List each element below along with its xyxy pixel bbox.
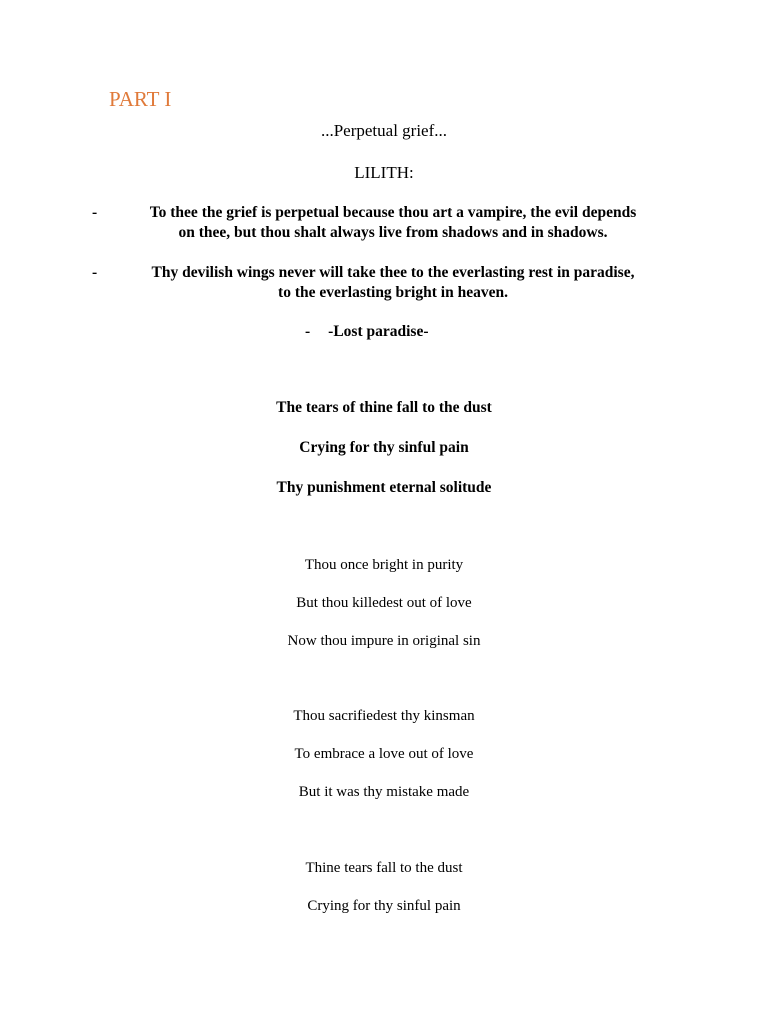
bullet-line: on thee, but thou shalt always live from shadows and in shadows. xyxy=(178,224,608,241)
verse-line: Now thou impure in original sin xyxy=(287,633,481,649)
lost-paradise-text: -Lost paradise- xyxy=(328,323,429,340)
lost-paradise-heading xyxy=(305,322,429,342)
speaker-name: LILITH: xyxy=(354,163,414,182)
bullet-dash: - xyxy=(92,204,98,221)
verse-line: But it was thy mistake made xyxy=(298,784,470,800)
bullet-dash: - xyxy=(305,323,311,340)
bullet-item-2 xyxy=(92,263,672,303)
verse-line: Thy punishment eternal solitude xyxy=(276,479,492,496)
verse-line: Crying for thy sinful pain xyxy=(299,439,469,456)
bullet-line: to the everlasting bright in heaven. xyxy=(278,284,508,301)
verse-line: Thine tears fall to the dust xyxy=(305,860,463,876)
subtitle: ...Perpetual grief... xyxy=(320,121,448,140)
bullet-line: Thy devilish wings never will take thee to the everlasting rest in paradise, xyxy=(151,264,635,281)
part-title: PART I xyxy=(109,87,172,111)
verse-line: But thou killedest out of love xyxy=(296,595,472,611)
verse-line: Thou once bright in purity xyxy=(304,557,464,573)
verse-line: Crying for thy sinful pain xyxy=(307,898,461,914)
bullet-dash: - xyxy=(92,264,98,281)
bullet-item-1 xyxy=(92,203,672,243)
verse-line: Thou sacrifiedest thy kinsman xyxy=(293,708,475,724)
verse-line: The tears of thine fall to the dust xyxy=(276,399,492,416)
bullet-line: To thee the grief is perpetual because thou art a vampire, the evil depends xyxy=(149,204,637,221)
verse-line: To embrace a love out of love xyxy=(294,746,474,762)
